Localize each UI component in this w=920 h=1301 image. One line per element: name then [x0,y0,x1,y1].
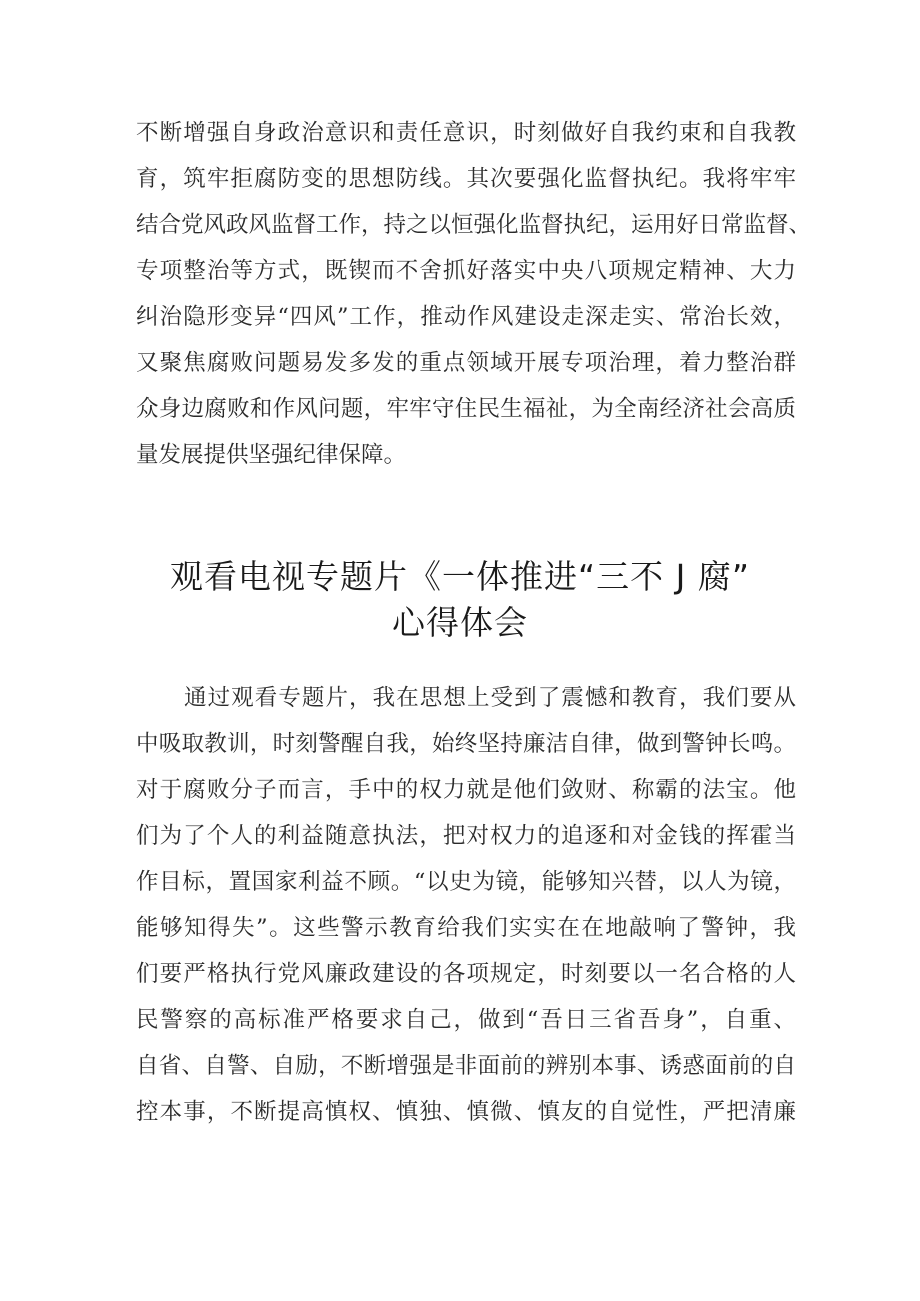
paragraph-line: 育，筑牢拒腐防变的思想防线。其次要强化监督执纪。我将牢牢 [136,166,796,192]
paragraph-line: 众身边腐败和作风问题，牢牢守住民生福祉，为全南经济社会高质 [136,396,796,422]
paragraph-line: 能够知得失”。这些警示教育给我们实实在在地敲响了警钟，我 [136,915,796,941]
paragraph-line: 们要严格执行党风廉政建设的各项规定，时刻要以一名合格的人 [136,961,796,987]
paragraph-line: 又聚焦腐败问题易发多发的重点领域开展专项治理，着力整治群 [136,350,796,376]
paragraph-line: 专项整治等方式，既锲而不舍抓好落实中央八项规定精神、大力 [136,258,796,284]
paragraph-line: 不断增强自身政治意识和责任意识，时刻做好自我约束和自我教 [136,120,796,146]
paragraph-line: 控本事，不断提高慎权、慎独、慎微、慎友的自觉性，严把清廉 [136,1099,796,1125]
paragraph-line: 通过观看专题片，我在思想上受到了震憾和教育，我们要从 [184,685,796,711]
paragraph-line: 中吸取教训，时刻警醒自我，始终坚持廉洁自律，做到警钟长鸣。 [136,731,796,757]
paragraph-continued [136,110,812,478]
paragraph-line: 量发展提供坚强纪律保障。 [136,442,407,468]
paragraph-body [136,675,796,1135]
paragraph-line: 纠治隐形变异“四风”工作，推动作风建设走深走实、常治长效， [136,304,796,330]
paragraph-line: 对于腐败分子而言，手中的权力就是他们敛财、称霸的法宝。他 [136,777,796,803]
document-title-line-2: 心得体会 [392,603,528,642]
paragraph-line: 作目标，置国家利益不顾。“以史为镜，能够知兴替，以人为镜， [136,869,796,895]
paragraph-line: 结合党风政风监督工作，持之以恒强化监督执纪，运用好日常监督、 [136,212,812,238]
paragraph-line: 民警察的高标准严格要求自己，做到“吾日三省吾身”，自重、 [136,1007,796,1033]
document-title-line-1: 观看电视专题片《一体推进“三不 J 腐” [170,557,750,596]
paragraph-line: 们为了个人的利益随意执法，把对权力的追逐和对金钱的挥霍当 [136,823,796,849]
paragraph-line: 自省、自警、自励，不断增强是非面前的辨别本事、诱惑面前的自 [136,1053,796,1079]
